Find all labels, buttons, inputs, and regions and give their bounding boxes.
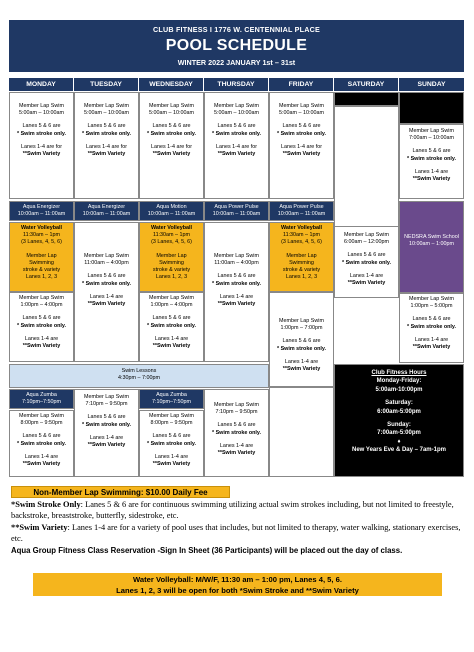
class-time: 10:00am – 1:00pm — [409, 241, 454, 248]
class-time: 5:00am – 10:00am — [214, 110, 259, 117]
lanes-note: Lanes 5 & 6 are — [282, 338, 321, 345]
diamond-icon: ♦ — [397, 438, 401, 445]
nonmember-fee-banner: Non-Member Lap Swimming: $10.00 Daily Fee — [11, 486, 230, 498]
class-title: Aqua Power Pulse — [279, 204, 324, 210]
class-title: Member Lap Swim — [279, 103, 324, 109]
class-time: 1:00pm – 5:00pm — [410, 303, 453, 310]
lanes-note: Lanes 1-4 are — [284, 358, 319, 365]
lanes-note: Lanes 1-4 are — [154, 453, 189, 460]
saturday-time: 6:00am-5:00pm — [377, 408, 421, 415]
wednesday-aqua-zumba — [139, 389, 204, 409]
stroke-note: * Swim stroke only. — [211, 429, 262, 436]
variety-note: **Swim Variety — [282, 151, 321, 158]
lanes-note: Lanes 5 & 6 are — [22, 123, 61, 130]
class-title: Member Lap Swim — [279, 318, 324, 324]
variety-note: **Swim Variety — [22, 343, 61, 350]
season-dates: WINTER 2022 JANUARY 1st – 31st — [177, 58, 296, 67]
monday-water-volleyball — [9, 222, 74, 292]
class-time: 10:00am – 11:00am — [277, 211, 326, 218]
sub-note: stroke & variety — [282, 267, 321, 274]
thursday-aqua-power-pulse — [204, 201, 269, 221]
wednesday-lap-swim-eve — [139, 410, 204, 477]
stroke-only-note — [11, 500, 466, 521]
variety-note: **Swim Variety — [217, 151, 256, 158]
stroke-only-text: : Lanes 5 & 6 are for continuous swimming utilizing actual swim strokes including, but not limited to freestyle, backstroke, breaststroke, butterfly, sidestroke, etc. — [11, 500, 454, 520]
class-title: Member Lap Swim — [84, 253, 129, 259]
class-title: Water Volleyball — [280, 225, 323, 231]
thursday-lap-swim-mid — [204, 222, 269, 362]
lanes-note: Lanes 5 & 6 are — [282, 123, 321, 130]
volleyball-line-1: Water Volleyball: M/W/F, 11:30 am – 1:00 pm, Lanes 4, 5, 6. — [133, 575, 342, 584]
stroke-note: * Swim stroke only. — [276, 130, 327, 137]
sub-note: Member Lap — [286, 252, 317, 259]
club-hours-box — [334, 364, 464, 477]
class-title: Aqua Power Pulse — [214, 204, 259, 210]
saturday-empty-block — [334, 106, 399, 236]
lanes-note: Lanes 5 & 6 are — [152, 433, 191, 440]
hours-title: Club Fitness Hours — [371, 370, 427, 376]
sub-note: stroke & variety — [152, 267, 191, 274]
water-volleyball-banner — [33, 573, 442, 596]
class-title: Member Lap Swim — [409, 128, 454, 134]
stroke-note: * Swim stroke only. — [81, 421, 132, 428]
class-time: 5:00am – 10:00am — [84, 110, 129, 117]
variety-note: **Swim Variety — [87, 442, 126, 449]
aqua-group-note: Aqua Group Fitness Class Reservation -Sign In Sheet (36 Participants) will be placed out the day of class. — [11, 546, 403, 556]
friday-aqua-power-pulse — [269, 201, 334, 221]
schedule-header — [9, 20, 464, 72]
variety-note: **Swim Variety — [22, 151, 61, 158]
class-title: Member Lap Swim — [19, 413, 64, 419]
lanes-note: Lanes 1-4 are for — [150, 143, 193, 150]
variety-note: **Swim Variety — [347, 280, 386, 287]
variety-note: **Swim Variety — [282, 366, 321, 373]
lanes-note: Lanes 1-4 are — [89, 293, 124, 300]
monday-aqua-energizer — [9, 201, 74, 221]
friday-evening-empty — [269, 387, 334, 477]
stroke-note: * Swim stroke only. — [16, 440, 67, 447]
page-title: POOL SCHEDULE — [165, 37, 308, 54]
class-title: Member Lap Swim — [214, 402, 259, 408]
class-title: Water Volleyball — [150, 225, 193, 231]
class-title: Member Lap Swim — [409, 296, 454, 302]
sub-note: Lanes 1, 2, 3 — [285, 274, 318, 281]
thursday-lap-swim-am — [204, 92, 269, 199]
lanes-note: Lanes 1-4 are — [24, 335, 59, 342]
swim-variety-note — [11, 523, 466, 544]
lanes-note: Lanes 1-4 are — [414, 168, 449, 175]
class-time: 6:00am – 12:00pm — [344, 239, 389, 246]
class-time: 5:00am – 10:00am — [19, 110, 64, 117]
class-title: Water Volleyball — [20, 225, 63, 231]
class-time: 7:10pm–7:50pm — [22, 399, 61, 406]
sunday-closed-block — [399, 92, 464, 124]
sub-note: Swimming — [289, 259, 314, 266]
class-title: Member Lap Swim — [84, 103, 129, 109]
lanes-note: Lanes 5 & 6 are — [217, 123, 256, 130]
class-time: 11:00am – 4:00pm — [214, 260, 259, 267]
lanes-note: Lanes 5 & 6 are — [412, 316, 451, 323]
sunday-lap-swim-pm — [399, 293, 464, 363]
variety-note: **Swim Variety — [152, 343, 191, 350]
lanes-note: Lanes 1-4 are for — [20, 143, 63, 150]
day-saturday: SATURDAY — [334, 78, 399, 91]
variety-note: **Swim Variety — [22, 461, 61, 468]
lanes-note: Lanes 5 & 6 are — [87, 273, 126, 280]
variety-note: **Swim Variety — [412, 344, 451, 351]
lanes-note: Lanes 5 & 6 are — [217, 422, 256, 429]
class-title: Aqua Energizer — [87, 204, 126, 210]
class-time: 5:00am – 10:00am — [279, 110, 324, 117]
friday-lap-swim-pm — [269, 292, 334, 387]
lanes-note: Lanes 5 & 6 are — [152, 123, 191, 130]
lanes-note: Lanes 1-4 are — [24, 453, 59, 460]
tuesday-lap-swim-eve — [74, 389, 139, 477]
day-header-row — [9, 78, 464, 91]
class-title: Member Lap Swim — [214, 253, 259, 259]
lanes-note: Lanes 1-4 are for — [215, 143, 258, 150]
club-address: CLUB FITNESS I 1776 W. CENTENNIAL PLACE — [152, 25, 320, 34]
class-time: 10:00am – 11:00am — [82, 211, 131, 218]
sub-note: Swimming — [159, 259, 184, 266]
class-title: Member Lap Swim — [84, 394, 129, 400]
wednesday-lap-swim-am — [139, 92, 204, 199]
class-time: 11:00am – 4:00pm — [84, 260, 129, 267]
tuesday-aqua-energizer — [74, 201, 139, 221]
class-time: 7:10pm–7:50pm — [152, 399, 191, 406]
lanes-note: Lanes 5 & 6 are — [22, 433, 61, 440]
sub-note: Lanes 1, 2, 3 — [155, 274, 188, 281]
lanes-note: Lanes 5 & 6 are — [347, 252, 386, 259]
class-title: NEDSRA Swim School — [404, 234, 459, 240]
stroke-note: * Swim stroke only. — [276, 345, 327, 352]
class-time: 8:00pm – 9:50pm — [20, 420, 63, 427]
lanes-note: Lanes 1-4 are — [349, 272, 384, 279]
friday-lap-swim-am — [269, 92, 334, 199]
tuesday-lap-swim-am — [74, 92, 139, 199]
stroke-note: * Swim stroke only. — [146, 130, 197, 137]
monday-lap-swim-am — [9, 92, 74, 199]
stroke-note: * Swim stroke only. — [81, 130, 132, 137]
sub-note: Member Lap — [156, 252, 187, 259]
class-title: Swim Lessons — [121, 368, 157, 374]
swim-variety-text: : Lanes 1-4 are for a variety of pool uses that includes, but not limited to therapy, water walking, stationary exercises, etc. — [11, 523, 461, 543]
lanes-note: Lanes 1-4 are — [219, 442, 254, 449]
day-tuesday: TUESDAY — [74, 78, 139, 91]
friday-water-volleyball — [269, 222, 334, 292]
day-wednesday: WEDNESDAY — [139, 78, 204, 91]
monday-lap-swim-pm — [9, 292, 74, 362]
sunday-nedsra-swim-school — [399, 201, 464, 293]
variety-note: **Swim Variety — [152, 151, 191, 158]
class-time: 4:30pm – 7:00pm — [118, 375, 160, 382]
stroke-note: * Swim stroke only. — [211, 130, 262, 137]
stroke-note: * Swim stroke only. — [146, 322, 197, 329]
class-time: 1:00pm – 4:00pm — [150, 302, 193, 309]
lanes-note: Lanes 5 & 6 are — [152, 315, 191, 322]
class-title: Member Lap Swim — [214, 103, 259, 109]
weekday-label: Monday-Friday: — [376, 378, 422, 385]
class-time: 8:00pm – 9:50pm — [150, 420, 193, 427]
class-time: 7:00am – 10:00am — [409, 135, 454, 142]
saturday-closed-block — [334, 92, 399, 106]
variety-note: **Swim Variety — [87, 151, 126, 158]
lanes-note: (3 Lanes, 4, 5, 6) — [151, 239, 192, 246]
class-title: Aqua Motion — [156, 204, 187, 210]
wednesday-lap-swim-pm — [139, 292, 204, 362]
day-monday: MONDAY — [9, 78, 74, 91]
stroke-note: * Swim stroke only. — [211, 280, 262, 287]
class-title: Aqua Zumba — [156, 392, 187, 398]
sunday-label: Sunday: — [387, 422, 411, 429]
class-title: Member Lap Swim — [19, 295, 64, 301]
class-time: 10:00am – 11:00am — [212, 211, 261, 218]
day-friday: FRIDAY — [269, 78, 334, 91]
tuesday-lap-swim-mid — [74, 222, 139, 362]
variety-note: **Swim Variety — [217, 301, 256, 308]
class-time: 5:00am – 10:00am — [149, 110, 194, 117]
wednesday-water-volleyball — [139, 222, 204, 292]
saturday-lap-swim — [334, 226, 399, 298]
class-time: 1:00pm – 7:00pm — [280, 325, 323, 332]
class-time: 10:00am – 11:00am — [17, 211, 66, 218]
notes-section — [11, 500, 466, 559]
lanes-note: Lanes 1-4 are for — [85, 143, 128, 150]
swim-lessons-block — [9, 364, 269, 388]
sunday-time: 7:00am-5:00pm — [377, 430, 421, 437]
lanes-note: (3 Lanes, 4, 5, 6) — [21, 239, 62, 246]
day-sunday: SUNDAY — [417, 81, 446, 88]
class-title: Aqua Energizer — [22, 204, 61, 210]
thursday-lap-swim-eve — [204, 389, 269, 477]
lanes-note: Lanes 5 & 6 are — [87, 414, 126, 421]
class-title: Aqua Zumba — [26, 392, 57, 398]
weekday-time: 5:00am-10:00pm — [375, 386, 423, 393]
sub-note: Lanes 1, 2, 3 — [25, 274, 58, 281]
variety-note: **Swim Variety — [87, 301, 126, 308]
stroke-note: * Swim stroke only. — [406, 155, 457, 162]
class-title: Member Lap Swim — [149, 295, 194, 301]
class-time: 11:30am – 1pm — [22, 232, 61, 239]
variety-note: **Swim Variety — [217, 450, 256, 457]
stroke-note: * Swim stroke only. — [16, 322, 67, 329]
volleyball-line-2: Lanes 1, 2, 3 will be open for both *Swim Stroke and **Swim Variety — [116, 586, 359, 595]
stroke-note: * Swim stroke only. — [341, 259, 392, 266]
stroke-only-label: *Swim Stroke Only — [11, 500, 81, 509]
lanes-note: Lanes 1-4 are — [414, 336, 449, 343]
saturday-label: Saturday: — [385, 400, 413, 407]
stroke-note: * Swim stroke only. — [16, 130, 67, 137]
lanes-note: (3 Lanes, 4, 5, 6) — [281, 239, 322, 246]
stroke-note: * Swim stroke only. — [81, 280, 132, 287]
sub-note: Member Lap — [26, 252, 57, 259]
class-title: Member Lap Swim — [149, 413, 194, 419]
sub-note: Swimming — [29, 259, 54, 266]
class-title: Member Lap Swim — [344, 232, 389, 238]
monday-aqua-zumba — [9, 389, 74, 409]
lanes-note: Lanes 5 & 6 are — [412, 148, 451, 155]
class-time: 7:10pm – 9:50pm — [215, 409, 258, 416]
lanes-note: Lanes 1-4 are for — [280, 143, 323, 150]
lanes-note: Lanes 5 & 6 are — [87, 123, 126, 130]
variety-note: **Swim Variety — [152, 461, 191, 468]
holiday-hours: New Years Eve & Day – 7am-1pm — [352, 447, 446, 454]
stroke-note: * Swim stroke only. — [146, 440, 197, 447]
class-time: 10:00am – 11:00am — [147, 211, 196, 218]
day-thursday: THURSDAY — [204, 78, 269, 91]
lanes-note: Lanes 5 & 6 are — [22, 315, 61, 322]
class-time: 7:10pm – 9:50pm — [85, 401, 128, 408]
lanes-note: Lanes 1-4 are — [89, 434, 124, 441]
wednesday-aqua-motion — [139, 201, 204, 221]
class-time: 11:30am – 1pm — [282, 232, 321, 239]
sub-note: stroke & variety — [22, 267, 61, 274]
monday-lap-swim-eve — [9, 410, 74, 477]
class-time: 11:30am – 1pm — [152, 232, 191, 239]
class-time: 1:00pm – 4:00pm — [20, 302, 63, 309]
lanes-note: Lanes 1-4 are — [154, 335, 189, 342]
swim-variety-label: **Swim Variety — [11, 523, 68, 533]
stroke-note: * Swim stroke only. — [406, 323, 457, 330]
schedule-grid — [9, 92, 464, 477]
variety-note: **Swim Variety — [412, 176, 451, 183]
lanes-note: Lanes 5 & 6 are — [217, 273, 256, 280]
sunday-lap-swim-am — [399, 124, 464, 199]
class-title: Member Lap Swim — [19, 103, 64, 109]
class-title: Member Lap Swim — [149, 103, 194, 109]
lanes-note: Lanes 1-4 are — [219, 293, 254, 300]
